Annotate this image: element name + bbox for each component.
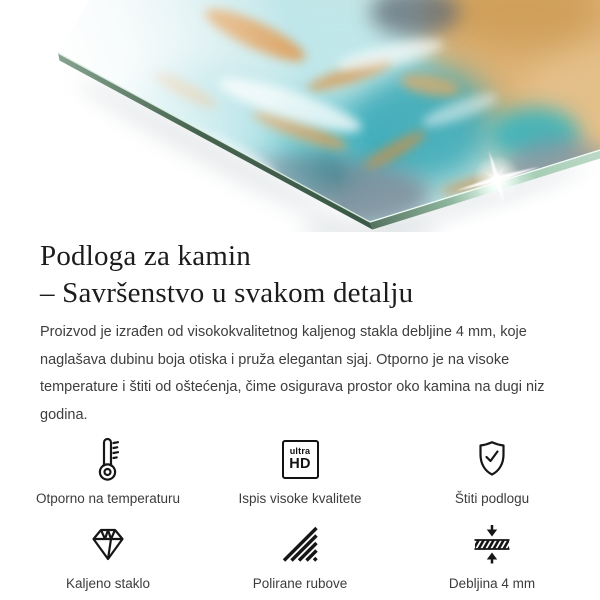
page-title-line1: Podloga za kamin bbox=[40, 240, 251, 272]
feature-label: Kaljeno staklo bbox=[65, 576, 151, 591]
ultra-hd-icon bbox=[282, 435, 319, 483]
ultra-hd-badge-top: ultra bbox=[289, 445, 311, 456]
feature-label: Otporno na temperaturu bbox=[35, 491, 181, 506]
product-description: Proizvod je izrađen od visokokvalitetnog kaljenog stakla debljine 4 mm, koje naglašava dubinu boja otiska i pruža elegantan sjaj. Otporno je na visoke temperature i štiti od oštećenja, čime osigurava prostor oko kamina na dugi niz godina. bbox=[40, 324, 545, 423]
thickness-icon bbox=[470, 520, 514, 568]
feature-label: Štiti podlogu bbox=[454, 491, 530, 506]
product-image bbox=[0, 0, 600, 232]
feature-label: Ispis visoke kvalitete bbox=[238, 491, 362, 506]
feature-item-thickness bbox=[396, 520, 588, 591]
feature-item-temperature bbox=[12, 435, 204, 506]
page-title-line2: – Savršenstvo u svakom detalju bbox=[40, 277, 414, 309]
diamond-icon bbox=[86, 520, 130, 568]
thermometer-icon bbox=[97, 435, 119, 483]
feature-label: Polirane rubove bbox=[252, 576, 348, 591]
feature-item-protection bbox=[396, 435, 588, 506]
ultra-hd-badge-bottom: HD bbox=[289, 455, 311, 472]
feature-item-print-quality bbox=[204, 435, 396, 506]
feature-label: Debljina 4 mm bbox=[448, 576, 536, 591]
feature-item-polished-edges bbox=[204, 520, 396, 591]
feature-item-tempered-glass bbox=[12, 520, 204, 591]
polished-edges-icon bbox=[280, 520, 320, 568]
glass-panel-photo bbox=[0, 0, 600, 232]
page-title bbox=[40, 238, 560, 312]
shield-check-icon bbox=[477, 435, 507, 483]
feature-grid bbox=[0, 435, 600, 591]
